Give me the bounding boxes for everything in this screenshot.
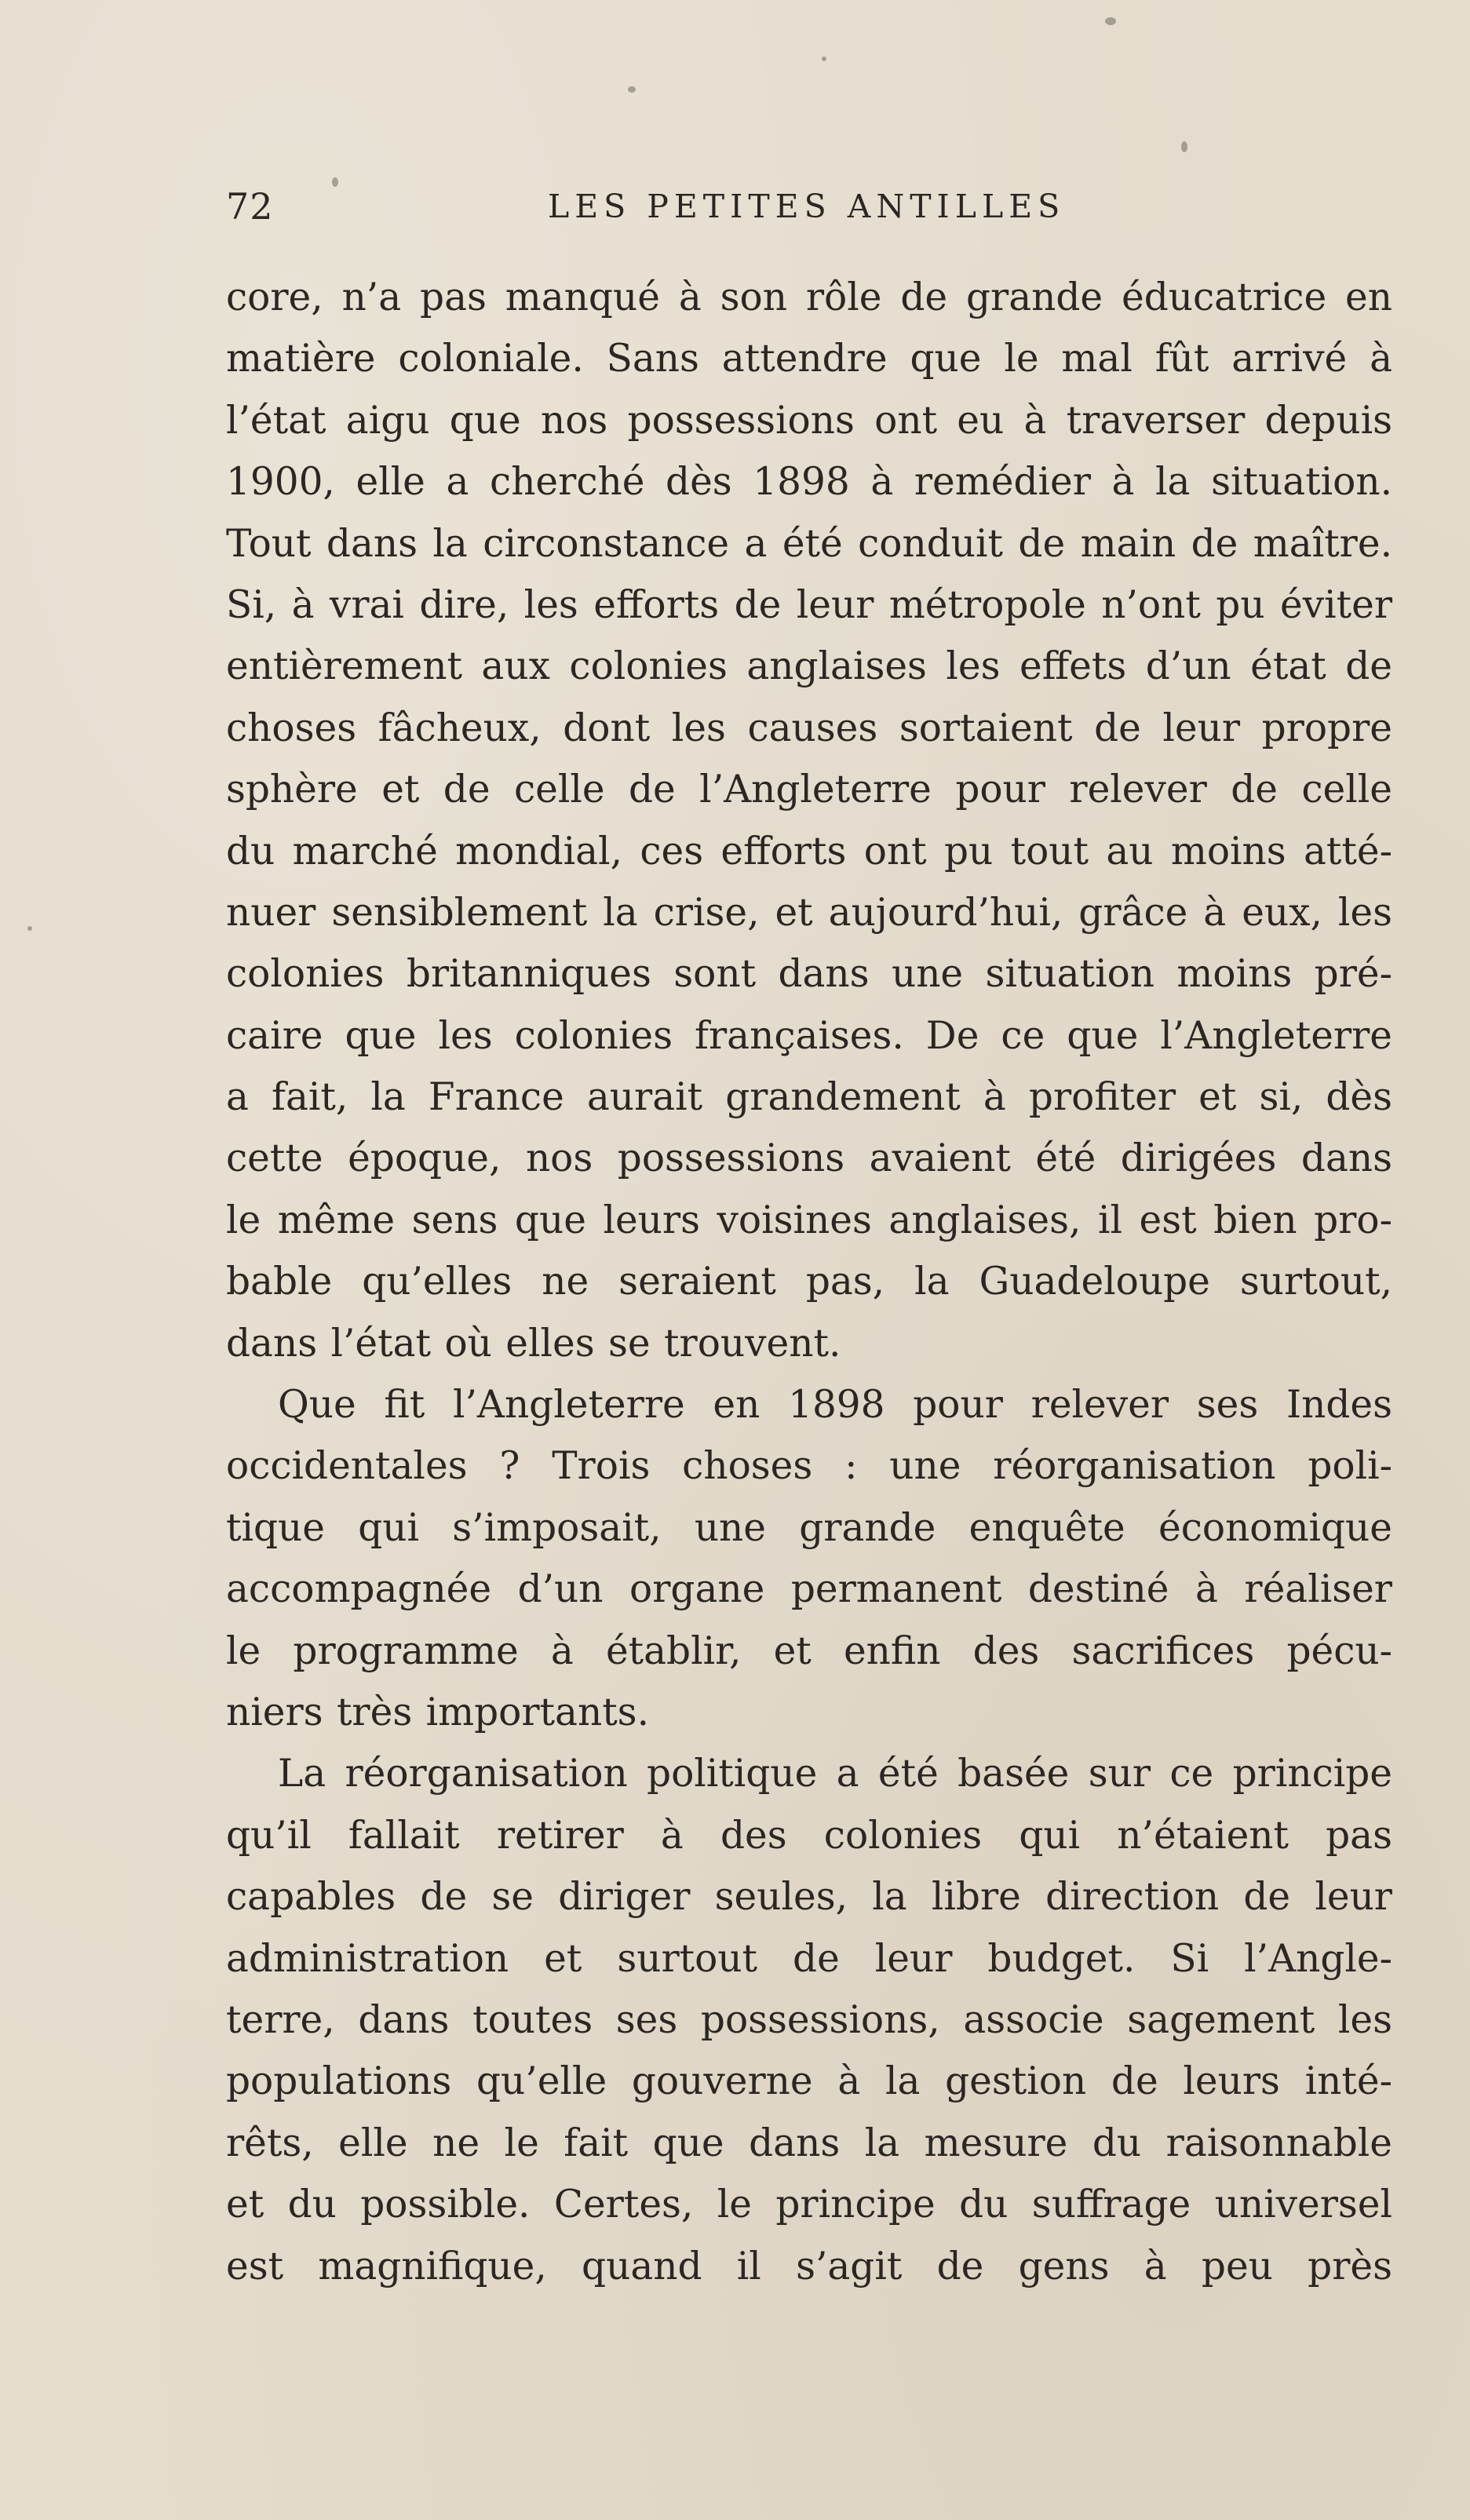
text-line: a fait, la France aurait grandement à profiter et si, dès xyxy=(226,1075,1392,1120)
page-header xyxy=(226,179,1392,234)
text-line: terre, dans toutes ses possessions, associe sagement les xyxy=(226,1997,1392,2042)
text-line: qu’il fallait retirer à des colonies qui n’étaient pas xyxy=(226,1813,1392,1858)
text-line: La réorganisation politique a été basée sur ce principe xyxy=(278,1752,1392,1796)
text-line: entièrement aux colonies anglaises les effets d’un état de xyxy=(226,644,1392,689)
paper-speck xyxy=(628,86,636,93)
paper-speck xyxy=(1105,17,1116,25)
text-line: administration et surtout de leur budget. Si l’Angle- xyxy=(226,1936,1392,1981)
paper-speck xyxy=(1181,141,1187,152)
text-line: cette époque, nos possessions avaient été dirigées dans xyxy=(226,1136,1392,1181)
text-line: 1900, elle a cherché dès 1898 à remédier à la situation. xyxy=(226,460,1392,505)
text-line: core, n’a pas manqué à son rôle de grande éducatrice en xyxy=(226,275,1392,319)
text-line: Tout dans la circonstance a été conduit de main de maître. xyxy=(226,521,1392,566)
body-text xyxy=(226,267,1392,2297)
text-line: accompagnée d’un organe permanent destiné à réaliser xyxy=(226,1567,1392,1612)
text-line: choses fâcheux, dont les causes sortaient de leur propre xyxy=(226,706,1392,750)
paragraph-3 xyxy=(226,1743,1392,2297)
text-line: nuer sensiblement la crise, et aujourd’hui, grâce à eux, les xyxy=(226,890,1392,935)
text-line: matière coloniale. Sans attendre que le mal fût arrivé à xyxy=(226,337,1392,381)
text-line: le même sens que leurs voisines anglaises, il est bien pro- xyxy=(226,1198,1392,1242)
text-line: bable qu’elles ne seraient pas, la Guadeloupe surtout, xyxy=(226,1260,1392,1304)
text-line: rêts, elle ne le fait que dans la mesure du raisonnable xyxy=(226,2121,1392,2165)
text-line: Que fit l’Angleterre en 1898 pour relever ses Indes xyxy=(278,1383,1392,1428)
page-number: 72 xyxy=(226,185,274,228)
paragraph-2 xyxy=(226,1374,1392,1743)
text-line: occidentales ? Trois choses : une réorganisation poli- xyxy=(226,1444,1392,1489)
text-line: dans l’état où elles se trouvent. xyxy=(226,1321,841,1366)
running-title: LES PETITES ANTILLES xyxy=(548,188,1066,225)
text-line: est magnifique, quand il s’agit de gens à peu près xyxy=(226,2244,1392,2288)
text-line: sphère et de celle de l’Angleterre pour relever de celle xyxy=(226,768,1392,812)
text-line: capables de se diriger seules, la libre direction de leur xyxy=(226,1875,1392,1920)
paper-speck xyxy=(822,57,826,61)
text-line: et du possible. Certes, le principe du suffrage universel xyxy=(226,2183,1392,2227)
text-line: du marché mondial, ces efforts ont pu tout au moins atté- xyxy=(226,829,1392,873)
text-line: l’état aigu que nos possessions ont eu à traverser depuis xyxy=(226,398,1392,443)
paragraph-1 xyxy=(226,267,1392,1374)
text-line: niers très importants. xyxy=(226,1690,649,1734)
text-line: populations qu’elle gouverne à la gestion de leurs inté- xyxy=(226,2059,1392,2104)
text-line: le programme à établir, et enfin des sacrifices pécu- xyxy=(226,1628,1392,1673)
text-line: Si, à vrai dire, les efforts de leur métropole n’ont pu éviter xyxy=(226,582,1392,627)
text-line: colonies britanniques sont dans une situation moins pré- xyxy=(226,952,1392,997)
text-line: tique qui s’imposait, une grande enquête économique xyxy=(226,1505,1392,1550)
text-line: caire que les colonies françaises. De ce que l’Angleterre xyxy=(226,1013,1392,1058)
paper-speck xyxy=(27,926,32,931)
